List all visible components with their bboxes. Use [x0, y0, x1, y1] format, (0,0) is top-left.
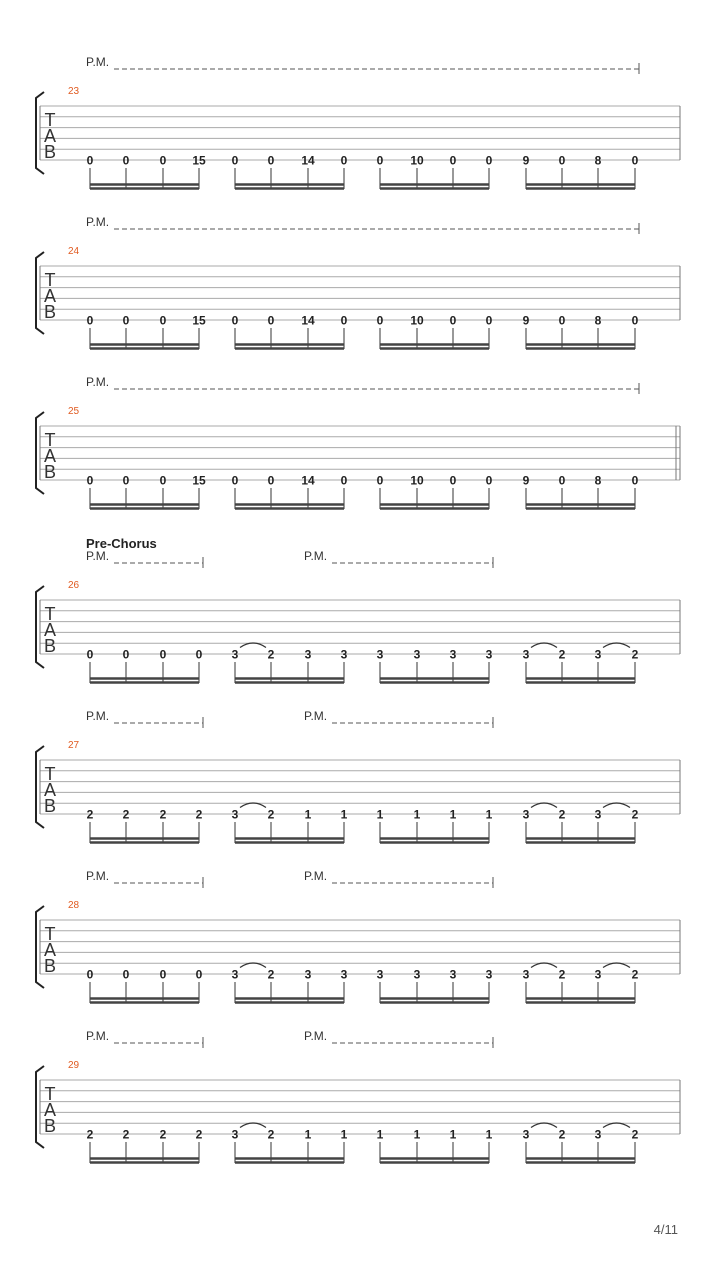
fret-number: 3 — [522, 1127, 530, 1142]
fret-number: 0 — [485, 313, 493, 328]
measure-number: 27 — [68, 740, 80, 751]
fret-number: 8 — [594, 473, 602, 488]
fret-number: 3 — [304, 647, 312, 662]
fret-number: 14 — [301, 313, 315, 328]
tab-clef-letter: B — [43, 462, 57, 482]
fret-number: 15 — [192, 473, 206, 488]
fret-number: 0 — [449, 313, 457, 328]
tab-clef-letter: T — [44, 924, 56, 944]
tab-clef-letter: B — [43, 1116, 57, 1136]
fret-number: 1 — [449, 807, 457, 822]
tab-clef-letter: A — [43, 780, 57, 800]
fret-number: 8 — [594, 313, 602, 328]
fret-number: 1 — [340, 1127, 348, 1142]
fret-number: 0 — [122, 647, 130, 662]
fret-number: 10 — [410, 313, 424, 328]
fret-number: 0 — [267, 473, 275, 488]
tab-clef-letter: A — [43, 620, 57, 640]
fret-number: 14 — [301, 473, 315, 488]
fret-number: 1 — [485, 807, 493, 822]
fret-number: 0 — [159, 313, 167, 328]
fret-number: 0 — [485, 153, 493, 168]
tab-clef-letter: B — [43, 636, 57, 656]
fret-number: 0 — [340, 153, 348, 168]
fret-number: 2 — [86, 807, 94, 822]
fret-number: 3 — [485, 967, 493, 982]
fret-number: 0 — [631, 153, 639, 168]
palm-mute-label: P.M. — [86, 55, 110, 69]
fret-number: 2 — [267, 647, 275, 662]
fret-number: 3 — [376, 647, 384, 662]
fret-number: 0 — [159, 473, 167, 488]
fret-number: 0 — [376, 473, 384, 488]
tab-clef-letter: A — [43, 286, 57, 306]
section-label: Pre-Chorus — [86, 536, 157, 551]
fret-number: 15 — [192, 153, 206, 168]
fret-number: 1 — [376, 1127, 384, 1142]
palm-mute-label: P.M. — [304, 869, 328, 883]
fret-number: 3 — [304, 967, 312, 982]
fret-number: 0 — [122, 967, 130, 982]
fret-number: 2 — [558, 1127, 566, 1142]
measure-number: 28 — [68, 900, 80, 911]
fret-number: 10 — [410, 153, 424, 168]
fret-number: 3 — [340, 647, 348, 662]
tab-clef-letter: T — [44, 430, 56, 450]
fret-number: 0 — [340, 473, 348, 488]
fret-number: 1 — [304, 1127, 312, 1142]
palm-mute-label: P.M. — [304, 709, 328, 723]
palm-mute-label: P.M. — [304, 1029, 328, 1043]
tab-clef-letter: A — [43, 446, 57, 466]
fret-number: 3 — [522, 647, 530, 662]
fret-number: 3 — [231, 807, 239, 822]
tab-clef-letter: A — [43, 126, 57, 146]
fret-number: 2 — [195, 807, 203, 822]
fret-number: 3 — [522, 967, 530, 982]
fret-number: 2 — [159, 807, 167, 822]
fret-number: 0 — [195, 647, 203, 662]
palm-mute-label: P.M. — [86, 375, 110, 389]
tab-clef-letter: A — [43, 1100, 57, 1120]
fret-number: 0 — [86, 153, 94, 168]
measure-number: 29 — [68, 1060, 80, 1071]
fret-number: 0 — [340, 313, 348, 328]
fret-number: 0 — [449, 473, 457, 488]
fret-number: 0 — [195, 967, 203, 982]
tab-clef-letter: T — [44, 604, 56, 624]
fret-number: 0 — [159, 647, 167, 662]
fret-number: 3 — [231, 967, 239, 982]
fret-number: 0 — [558, 153, 566, 168]
fret-number: 0 — [86, 647, 94, 662]
fret-number: 2 — [558, 807, 566, 822]
fret-number: 3 — [485, 647, 493, 662]
measure-number: 26 — [68, 580, 80, 591]
fret-number: 0 — [267, 313, 275, 328]
tab-clef-letter: B — [43, 142, 57, 162]
fret-number: 2 — [558, 967, 566, 982]
fret-number: 14 — [301, 153, 315, 168]
palm-mute-label: P.M. — [86, 1029, 110, 1043]
fret-number: 0 — [86, 313, 94, 328]
tab-clef-letter: T — [44, 764, 56, 784]
fret-number: 9 — [522, 473, 530, 488]
fret-number: 3 — [594, 807, 602, 822]
measure-number: 23 — [68, 86, 80, 97]
tab-clef-letter: B — [43, 796, 57, 816]
fret-number: 0 — [231, 473, 239, 488]
fret-number: 0 — [631, 313, 639, 328]
fret-number: 0 — [449, 153, 457, 168]
tab-clef-letter: B — [43, 302, 57, 322]
tab-clef-letter: T — [44, 1084, 56, 1104]
tab-clef-letter: B — [43, 956, 57, 976]
fret-number: 2 — [267, 1127, 275, 1142]
page-number: 4/11 — [653, 1222, 678, 1237]
fret-number: 3 — [522, 807, 530, 822]
fret-number: 9 — [522, 153, 530, 168]
fret-number: 1 — [485, 1127, 493, 1142]
fret-number: 2 — [195, 1127, 203, 1142]
fret-number: 2 — [267, 807, 275, 822]
fret-number: 1 — [449, 1127, 457, 1142]
fret-number: 2 — [159, 1127, 167, 1142]
fret-number: 3 — [594, 967, 602, 982]
fret-number: 3 — [231, 1127, 239, 1142]
fret-number: 0 — [267, 153, 275, 168]
tab-clef-letter: T — [44, 270, 56, 290]
fret-number: 2 — [122, 1127, 130, 1142]
palm-mute-label: P.M. — [304, 549, 328, 563]
fret-number: 0 — [122, 153, 130, 168]
fret-number: 8 — [594, 153, 602, 168]
fret-number: 0 — [485, 473, 493, 488]
fret-number: 0 — [122, 473, 130, 488]
fret-number: 0 — [231, 153, 239, 168]
fret-number: 0 — [122, 313, 130, 328]
fret-number: 1 — [304, 807, 312, 822]
fret-number: 2 — [122, 807, 130, 822]
fret-number: 15 — [192, 313, 206, 328]
fret-number: 0 — [558, 313, 566, 328]
fret-number: 10 — [410, 473, 424, 488]
fret-number: 0 — [159, 153, 167, 168]
fret-number: 1 — [376, 807, 384, 822]
fret-number: 2 — [631, 647, 639, 662]
fret-number: 2 — [558, 647, 566, 662]
measure-number: 24 — [68, 246, 80, 257]
fret-number: 3 — [594, 647, 602, 662]
fret-number: 2 — [86, 1127, 94, 1142]
fret-number: 2 — [267, 967, 275, 982]
tab-clef-letter: T — [44, 110, 56, 130]
fret-number: 0 — [231, 313, 239, 328]
fret-number: 0 — [86, 967, 94, 982]
fret-number: 0 — [159, 967, 167, 982]
fret-number: 3 — [376, 967, 384, 982]
measure-number: 25 — [68, 406, 80, 417]
fret-number: 3 — [449, 967, 457, 982]
fret-number: 0 — [631, 473, 639, 488]
fret-number: 0 — [86, 473, 94, 488]
fret-number: 2 — [631, 967, 639, 982]
palm-mute-label: P.M. — [86, 215, 110, 229]
palm-mute-label: P.M. — [86, 869, 110, 883]
fret-number: 9 — [522, 313, 530, 328]
fret-number: 0 — [558, 473, 566, 488]
fret-number: 3 — [594, 1127, 602, 1142]
fret-number: 3 — [413, 647, 421, 662]
fret-number: 1 — [340, 807, 348, 822]
fret-number: 2 — [631, 1127, 639, 1142]
fret-number: 0 — [376, 153, 384, 168]
fret-number: 1 — [413, 807, 421, 822]
fret-number: 3 — [413, 967, 421, 982]
palm-mute-label: P.M. — [86, 549, 110, 563]
palm-mute-label: P.M. — [86, 709, 110, 723]
fret-number: 2 — [631, 807, 639, 822]
fret-number: 3 — [340, 967, 348, 982]
fret-number: 3 — [449, 647, 457, 662]
fret-number: 3 — [231, 647, 239, 662]
tab-clef-letter: A — [43, 940, 57, 960]
fret-number: 1 — [413, 1127, 421, 1142]
fret-number: 0 — [376, 313, 384, 328]
